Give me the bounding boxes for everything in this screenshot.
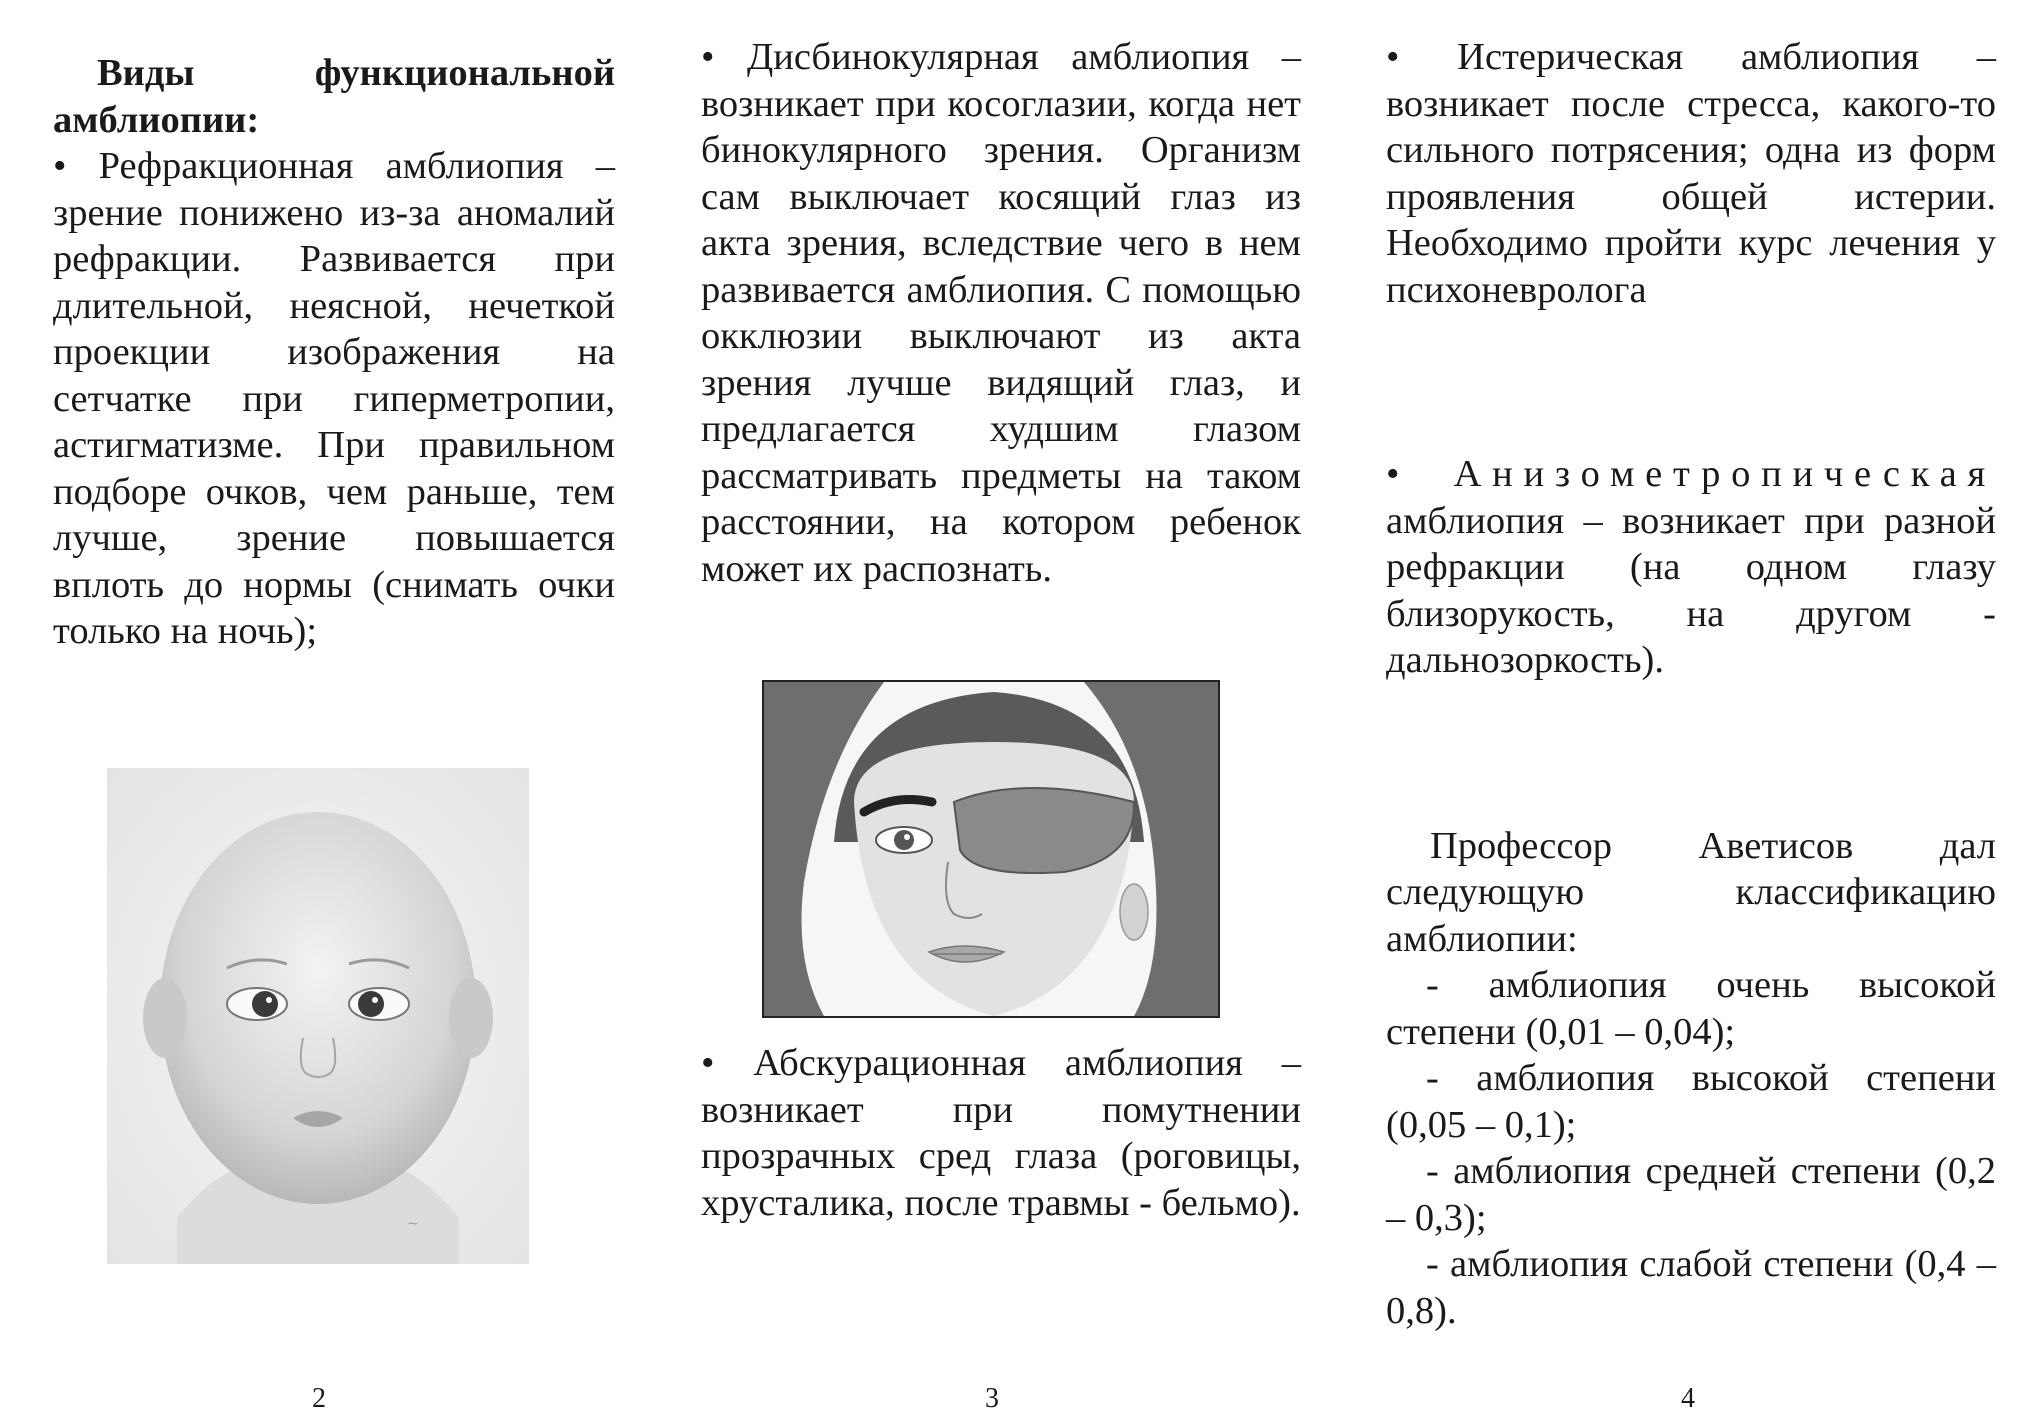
page-2-column: [53, 34, 615, 655]
section-heading: Виды функциональной амблиопии:: [53, 52, 615, 141]
anisometropic-amblyopia-paragraph: [1386, 451, 1996, 684]
hysterical-amblyopia-paragraph: • Истерическая амблиопия – возникает после стресса, какого-то сильного потрясения; одна из форм проявления общей истерии. Необходимо пройти курс лечения у психоневролога: [1386, 36, 1996, 311]
anisometropic-term: • Анизометропическая: [1386, 453, 1996, 495]
abscurational-amblyopia-paragraph: • Абскурационная амблиопия – возникает при помутнении прозрачных сред глаза (роговицы, хрусталика, после травмы - бельмо).: [701, 1042, 1301, 1224]
classification-item: - амблиопия высокой степени (0,05 – 0,1);: [1386, 1057, 1996, 1146]
classification-item: - амблиопия средней степени (0,2 – 0,3);: [1386, 1150, 1996, 1239]
anisometropic-description: амблиопия – возникает при разной рефракции (на одном глазу близорукость, на другом - дальнозоркость).: [1386, 499, 1996, 681]
refractive-amblyopia-paragraph: • Рефракционная амблиопия – зрение понижено из-за аномалий рефракции. Развивается при длительной, неясной, нечеткой проекции изображения на сетчатке при гиперметропии, астигматизме. При правильном подборе очков, чем раньше, тем лучше, зрение повышается вплоть до нормы (снимать очки только на ночь);: [53, 145, 615, 652]
classification-item: - амблиопия очень высокой степени (0,01 – 0,04);: [1386, 964, 1996, 1053]
baby-face-illustration: [107, 768, 529, 1264]
classification-item: - амблиопия слабой степени (0,4 – 0,8).: [1386, 1243, 1996, 1332]
classification-intro: Профессор Аветисов дал следующую классификацию амблиопии:: [1386, 824, 1996, 960]
page-number: 2: [312, 1383, 326, 1414]
page-3-lower-column: [701, 1040, 1301, 1226]
girl-with-eye-patch-illustration: [762, 680, 1220, 1018]
page-number: 3: [985, 1383, 999, 1414]
disbinocular-amblyopia-paragraph: • Дисбинокулярная амблиопия – возникает при косоглазии, когда нет бинокулярного зрения. Организм сам выключает косящий глаз из акта зрения, вследствие чего в нем развивается амблиопия. С помощью окклюзии выключают из акта зрения лучше видящий глаз, и предлагается худшим глазом рассматривать предметы на таком расстоянии, на котором ребенок может их распознать.: [701, 36, 1301, 590]
page-4-column: [1386, 34, 1996, 1334]
page-3-column: [701, 34, 1301, 592]
page-number: 4: [1681, 1383, 1695, 1414]
svg-text:~: ~: [407, 1216, 419, 1232]
